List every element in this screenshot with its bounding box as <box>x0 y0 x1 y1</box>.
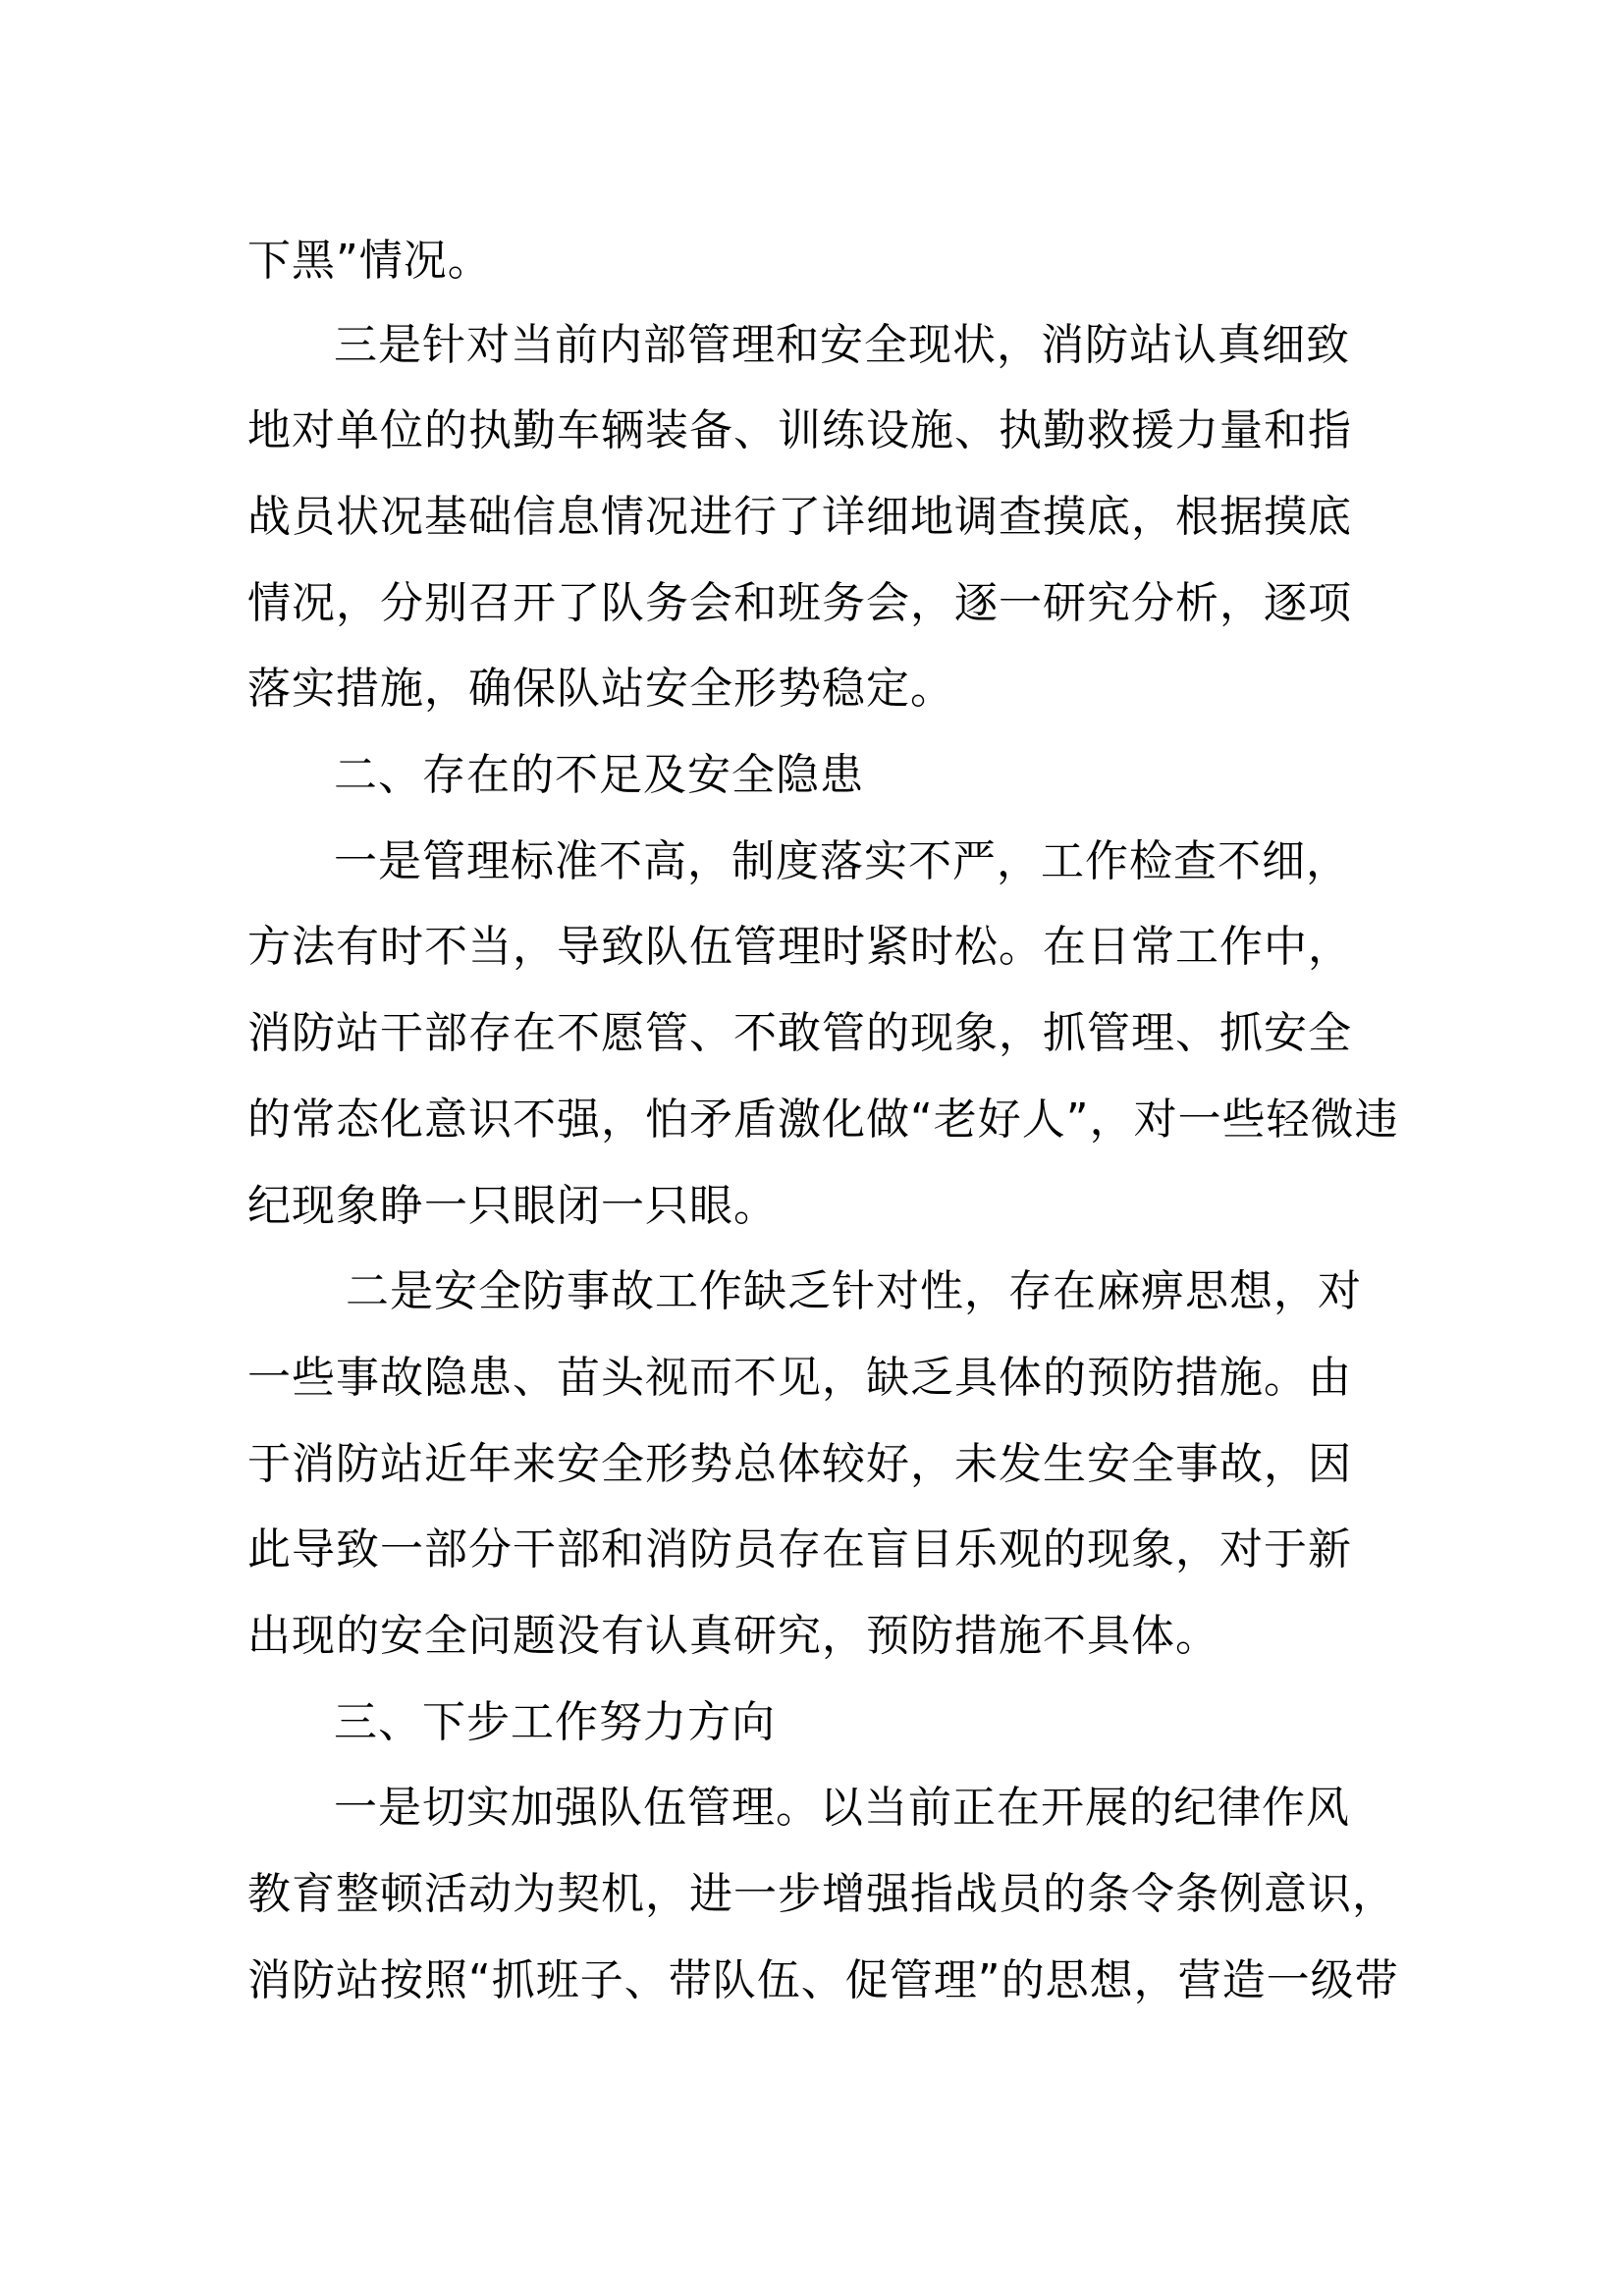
text-line-17: 出现的安全问题没有认真研究，预防措施不具体。 <box>247 1611 1219 1661</box>
text-line-13: 二是安全防事故工作缺乏针对性，存在麻痹思想，对 <box>346 1266 1362 1316</box>
text-line-14: 一些事故隐患、苗头视而不见，缺乏具体的预防措施。由 <box>247 1353 1352 1403</box>
section-heading-3: 三、下步工作努力方向 <box>334 1697 776 1747</box>
text-line-8: 一是管理标准不高，制度落实不严，工作检查不细， <box>334 836 1350 886</box>
text-line-20: 教育整顿活动为契机，进一步增强指战员的条令条例意识， <box>247 1869 1396 1919</box>
text-line-21: 消防站按照“抓班子、带队伍、促管理”的思想，营造一级带 <box>247 1955 1399 2005</box>
text-line-15: 于消防站近年来安全形势总体较好，未发生安全事故，因 <box>247 1439 1352 1489</box>
text-line-5: 情况，分别召开了队务会和班务会，逐一研究分析，逐项 <box>247 578 1352 628</box>
text-line-6: 落实措施，确保队站安全形势稳定。 <box>247 664 954 714</box>
text-line-16: 此导致一部分干部和消防员存在盲目乐观的现象，对于新 <box>247 1524 1352 1575</box>
text-line-2: 三是针对当前内部管理和安全现状，消防站认真细致 <box>334 320 1350 370</box>
text-line-19: 一是切实加强队伍管理。以当前正在开展的纪律作风 <box>334 1783 1350 1833</box>
text-line-11: 的常态化意识不强，怕矛盾激化做“老好人”，对一些轻微违 <box>247 1095 1399 1145</box>
text-line-1: 下黑”情况。 <box>247 236 492 286</box>
text-line-12: 纪现象睁一只眼闭一只眼。 <box>247 1181 778 1231</box>
text-line-3: 地对单位的执勤车辆装备、训练设施、执勤救援力量和指 <box>247 405 1352 455</box>
text-line-9: 方法有时不当，导致队伍管理时紧时松。在日常工作中， <box>247 922 1352 972</box>
text-line-10: 消防站干部存在不愿管、不敢管的现象，抓管理、抓安全 <box>247 1008 1352 1058</box>
section-heading-2: 二、存在的不足及安全隐患 <box>334 750 864 800</box>
text-line-4: 战员状况基础信息情况进行了详细地调查摸底，根据摸底 <box>247 492 1352 542</box>
